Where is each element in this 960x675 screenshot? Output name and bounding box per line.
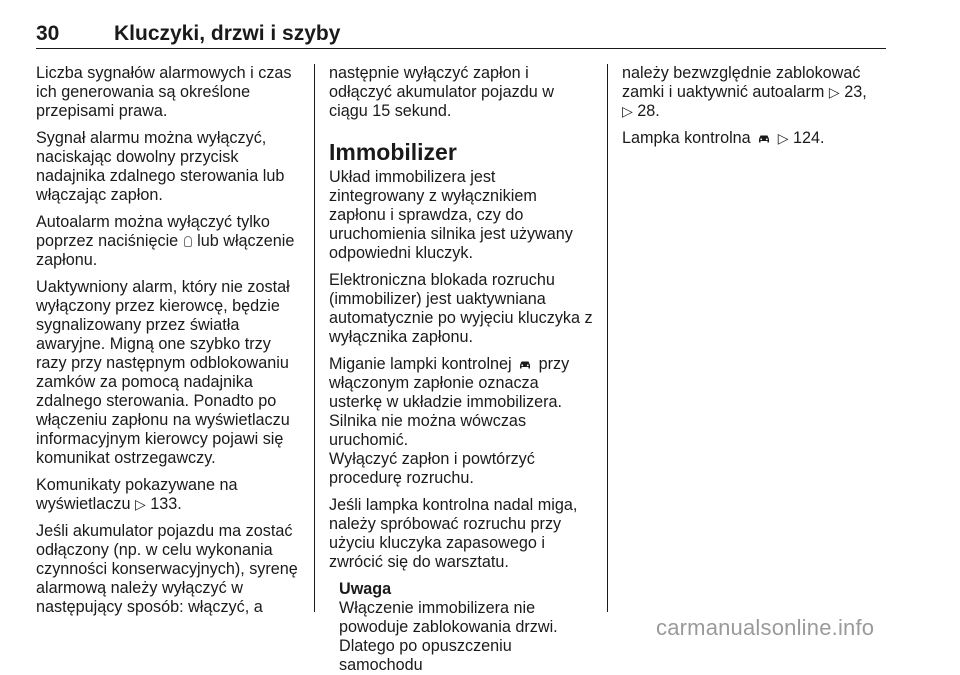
note-line: Włączenie immobilizera nie (339, 599, 536, 617)
page-reference: 133. (150, 495, 182, 513)
paragraph (36, 476, 304, 514)
page-number: 30 (36, 22, 60, 45)
column-2 (329, 64, 595, 675)
paragraph: Uaktywniony alarm, który nie został wyłączony przez kierowcę, będzie sygnalizowany przez światła awaryjne. Migną one szybko trzy razy przy następnym odblokowaniu zamków za pomocą nadajnika zdalnego sterowania. Ponadto po włączeniu zapłonu na wyświetlaczu informacyjnym kierowcy pojawi się komunikat ostrzegawczy. (36, 278, 290, 467)
reference-arrow-icon: ▷ (777, 130, 789, 146)
paragraph: Jeśli akumulator pojazdu ma zostać odłączony (np. w celu wykonania czynności konserwacyjnych), syrenę alarmową należy wyłączyć w następujący sposób: włączyć, a (36, 522, 298, 616)
note-title: Uwaga (339, 580, 392, 598)
immobilizer-car-icon (518, 360, 532, 370)
text: należy bezwzględnie zablokować zamki i uaktywnić autoalarm (622, 64, 861, 101)
page-reference: 124. (792, 129, 825, 147)
paragraph (622, 129, 884, 148)
paragraph (36, 213, 304, 270)
paragraph: Jeśli lampka kontrolna nadal miga, należy spróbować rozruchu przy użyciu kluczyka zapasowego i zwrócić się do warsztatu. (329, 496, 578, 571)
paragraph: Układ immobilizera jest zintegrowany z wyłącznikiem zapłonu i sprawdza, czy do uruchomienia silnika jest używany odpowiedni kluczyk. (329, 168, 573, 262)
paragraph (329, 355, 595, 450)
text: Komunikaty pokazywane na wyświetlaczu (36, 476, 238, 513)
column-divider (314, 64, 315, 612)
section-heading: Immobilizer (329, 139, 457, 165)
note-line: Dlatego po opuszczeniu samochodu (339, 637, 512, 674)
page-reference: 23, (844, 83, 867, 101)
paragraph: Elektroniczna blokada rozruchu (immobilizer) jest uaktywniana automatycznie po wyjęciu kluczyka z wyłącznika zapłonu. (329, 271, 593, 346)
column-1 (36, 64, 304, 625)
paragraph (622, 64, 884, 121)
paragraph: Sygnał alarmu można wyłączyć, naciskając dowolny przycisk nadajnika zdalnego sterowania lub włączając zapłon. (36, 129, 285, 204)
reference-arrow-icon: ▷ (134, 496, 146, 512)
reference-arrow-icon: ▷ (828, 84, 840, 100)
note-body (339, 599, 595, 675)
paragraph: następnie wyłączyć zapłon i odłączyć akumulator pojazdu w ciągu 15 sekund. (329, 64, 554, 120)
column-3 (622, 64, 884, 156)
text: lub włączenie zapłonu. (36, 232, 295, 269)
immobilizer-car-icon (757, 134, 771, 144)
text: Miganie lampki kontrolnej (329, 355, 517, 373)
paragraph: Wyłączyć zapłon i powtórzyć procedurę rozruchu. (329, 450, 535, 487)
chapter-title: Kluczyki, drzwi i szyby (114, 22, 341, 45)
key-lock-icon (184, 236, 192, 247)
text: Lampka kontrolna (622, 129, 756, 147)
column-divider (607, 64, 608, 612)
note-box (339, 580, 595, 675)
reference-arrow-icon: ▷ (622, 103, 633, 119)
page-reference: 28. (637, 102, 660, 120)
text: przy włączonym zapłonie oznacza usterkę w układzie immobilizera. Silnika nie można wówczas uruchomić. (329, 355, 570, 449)
note-line: powoduje zablokowania drzwi. (339, 618, 558, 636)
page-header (36, 22, 886, 49)
text: Autoalarm można wyłączyć tylko poprzez naciśnięcie (36, 213, 270, 250)
paragraph: Liczba sygnałów alarmowych i czas ich generowania są określone przepisami prawa. (36, 64, 292, 120)
watermark: carmanualsonline.info (656, 615, 875, 640)
